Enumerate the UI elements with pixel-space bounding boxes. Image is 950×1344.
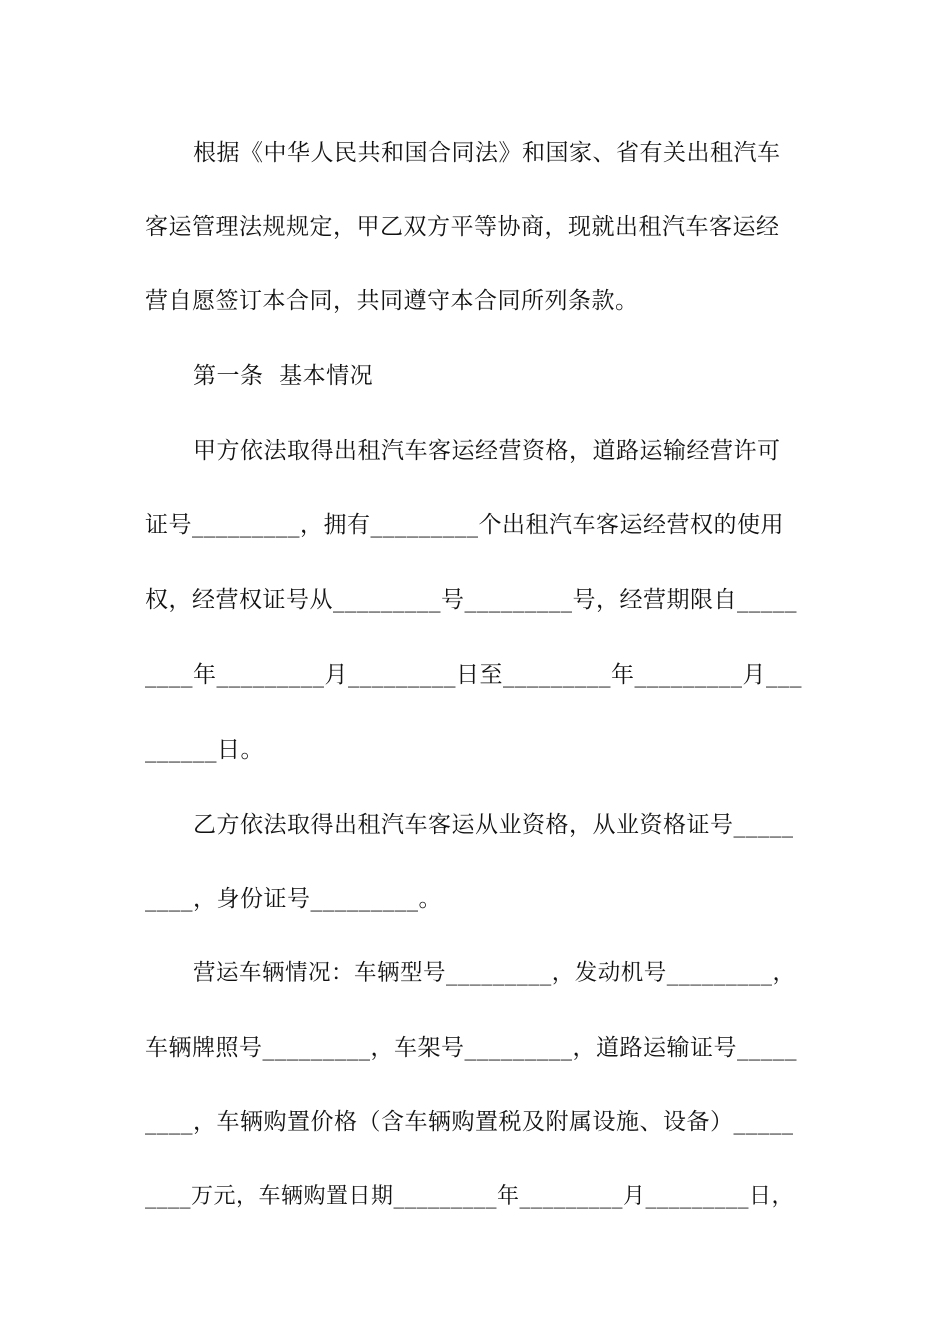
- paragraph-line: 甲方依法取得出租汽车客运经营资格，道路运输经营许可: [193, 438, 781, 464]
- paragraph-line: 根据《中华人民共和国合同法》和国家、省有关出租汽车: [193, 140, 781, 166]
- paragraph-line: 乙方依法取得出租汽车客运从业资格，从业资格证号_____: [193, 812, 794, 838]
- paragraph-line: ____年_________月_________日至_________年_________月___: [145, 662, 802, 688]
- paragraph-line: ____，车辆购置价格（含车辆购置税及附属设施、设备）_____: [145, 1109, 794, 1135]
- paragraph-line: ____，身份证号_________。: [145, 886, 442, 912]
- section-heading: 第一条 基本情况: [193, 363, 374, 389]
- paragraph-line: 证号_________，拥有_________个出租汽车客运经营权的使用: [145, 512, 784, 538]
- paragraph-line: 营自愿签订本合同，共同遵守本合同所列条款。: [145, 288, 639, 314]
- paragraph-line: ____万元，车辆购置日期_________年_________月_________日，: [145, 1184, 795, 1209]
- paragraph-line: 营运车辆情况：车辆型号_________，发动机号_________，: [193, 960, 796, 986]
- paragraph-line: 客运管理法规规定，甲乙双方平等协商，现就出租汽车客运经: [145, 214, 780, 240]
- paragraph-line: 权，经营权证号从_________号_________号，经营期限自_____: [145, 587, 797, 613]
- paragraph-line: ______日。: [145, 737, 264, 763]
- paragraph-line: 车辆牌照号_________，车架号_________，道路运输证号_____: [145, 1035, 797, 1061]
